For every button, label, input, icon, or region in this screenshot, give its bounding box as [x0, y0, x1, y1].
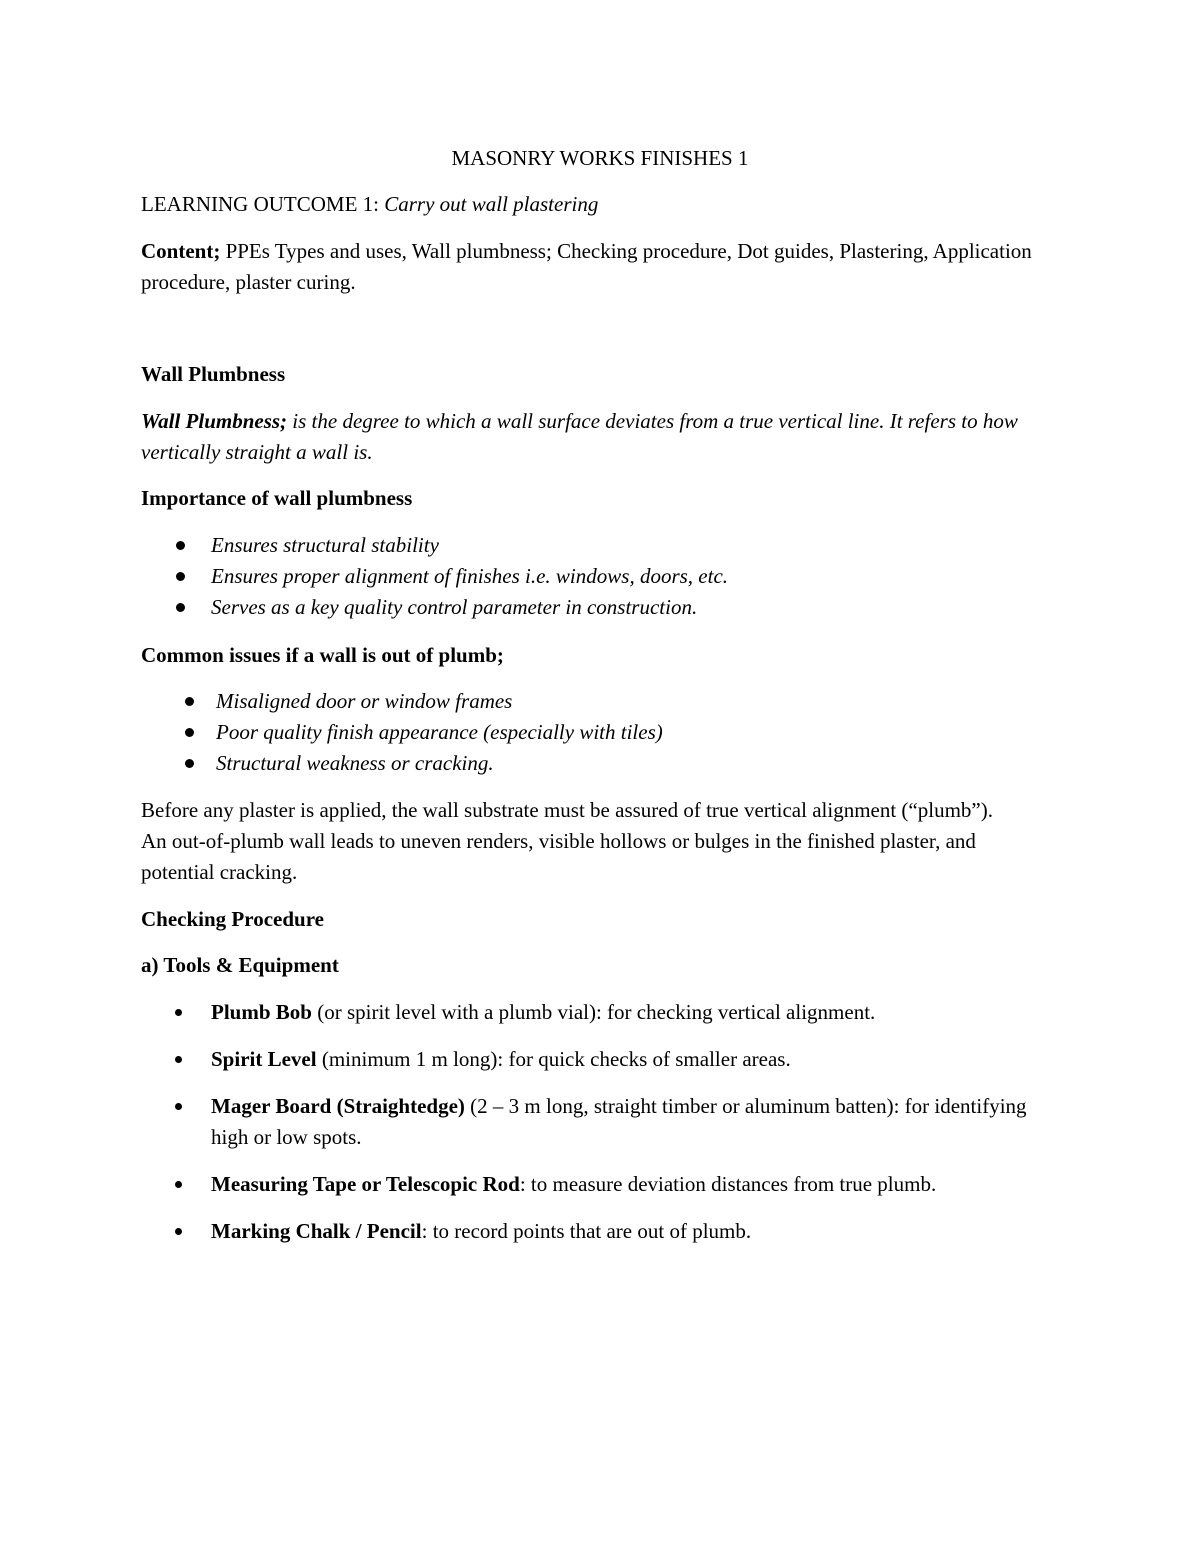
- issues-heading: Common issues if a wall is out of plumb;: [141, 643, 504, 667]
- page-title: MASONRY WORKS FINISHES 1: [451, 146, 749, 170]
- list-item: Marking Chalk / Pencil: to record points that are out of plumb.: [211, 1216, 1051, 1247]
- bullet-icon: [185, 759, 194, 768]
- list-item: Spirit Level (minimum 1 m long): for quick checks of smaller areas.: [211, 1044, 1051, 1075]
- wall-plumbness-definition: [141, 406, 1061, 468]
- list-item: Poor quality finish appearance (especially with tiles): [216, 717, 1076, 748]
- content-paragraph: [141, 236, 1061, 298]
- learning-outcome-text: Carry out wall plastering: [384, 192, 599, 216]
- before-paragraph: Before any plaster is applied, the wall substrate must be assured of true vertical alignment (“plumb”). An out-of-plumb wall leads to uneven renders, visible hollows or bulges in the finished plaster, and potential cracking.: [141, 798, 993, 884]
- list-item: Plumb Bob (or spirit level with a plumb vial): for checking vertical alignment.: [211, 997, 1051, 1028]
- bullet-icon: [175, 1056, 182, 1063]
- wall-plumbness-term: Wall Plumbness;: [141, 409, 288, 433]
- bullet-icon: [176, 572, 185, 581]
- tools-subheading: a) Tools & Equipment: [141, 953, 339, 977]
- checking-heading: Checking Procedure: [141, 907, 324, 931]
- bullet-icon: [176, 603, 185, 612]
- bullet-icon: [185, 697, 194, 706]
- list-item: Measuring Tape or Telescopic Rod: to measure deviation distances from true plumb.: [211, 1169, 1051, 1200]
- bullet-icon: [185, 728, 194, 737]
- bullet-icon: [175, 1103, 182, 1110]
- learning-outcome-line: [141, 189, 1061, 220]
- importance-heading: Importance of wall plumbness: [141, 486, 413, 510]
- bullet-icon: [175, 1228, 182, 1235]
- list-item: Serves as a key quality control parameter in construction.: [211, 592, 1071, 623]
- list-item: Structural weakness or cracking.: [216, 748, 1076, 779]
- importance-list: [211, 530, 1071, 623]
- list-item: Ensures structural stability: [211, 530, 1071, 561]
- wall-plumbness-definition-text: is the degree to which a wall surface deviates from a true vertical line. It refers to how vertically straight a wall is.: [141, 409, 1018, 464]
- list-item: Mager Board (Straightedge) (2 – 3 m long, straight timber or aluminum batten): for identifying high or low spots.: [211, 1091, 1051, 1153]
- content-text: PPEs Types and uses, Wall plumbness; Checking procedure, Dot guides, Plastering, Application procedure, plaster curing.: [141, 239, 1032, 294]
- bullet-icon: [175, 1181, 182, 1188]
- tools-list: [211, 997, 1051, 1247]
- issues-list: [216, 686, 1076, 779]
- list-item: Ensures proper alignment of finishes i.e. windows, doors, etc.: [211, 561, 1071, 592]
- bullet-icon: [175, 1009, 182, 1016]
- list-item: Misaligned door or window frames: [216, 686, 1076, 717]
- wall-plumbness-heading: Wall Plumbness: [141, 362, 286, 386]
- content-label: Content;: [141, 239, 221, 263]
- learning-outcome-label: LEARNING OUTCOME 1:: [141, 192, 379, 216]
- bullet-icon: [176, 541, 185, 550]
